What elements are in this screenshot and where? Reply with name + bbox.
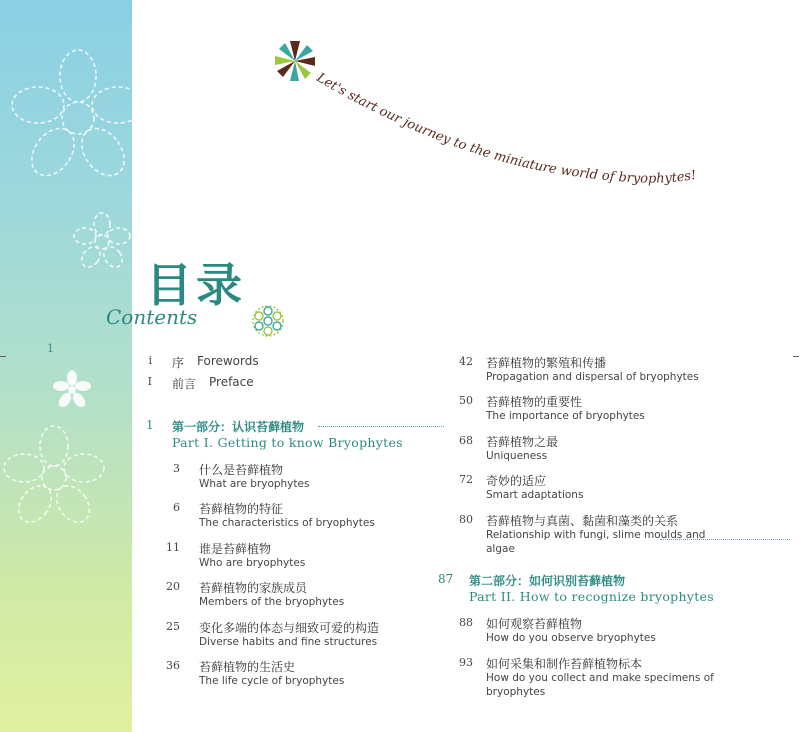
entry-page-number: 3 (173, 462, 180, 475)
entry-page-number: 36 (166, 659, 180, 672)
entry-page-number: 93 (459, 656, 473, 669)
entry-page-number: 20 (166, 580, 180, 593)
entry-page-number: 25 (166, 620, 180, 633)
part-page-number: 87 (438, 572, 454, 586)
entry-title-en: Relationship with fungi, slime moulds and (486, 529, 706, 541)
page-title: 目录 (146, 258, 246, 312)
dotted-leader (318, 426, 444, 427)
entry-title-cn: 什么是苔藓植物 (199, 463, 284, 477)
entry-title-en: Propagation and dispersal of bryophytes (486, 371, 699, 383)
entry-page-number: I (147, 375, 152, 388)
part-title-cn: 第一部分：认识苔藓植物 (172, 420, 305, 434)
entry-title-en: What are bryophytes (199, 478, 310, 490)
entry-title-cn: 序 (172, 356, 185, 370)
entry-title-cn: 苔藓植物的重要性 (486, 395, 583, 409)
margin-tick (793, 356, 799, 357)
entry-page-number: 68 (459, 434, 473, 447)
tagline (0, 0, 800, 260)
flower-icon (250, 303, 286, 339)
page-number: 1 (47, 342, 54, 355)
entry-title-en: Forewords (197, 354, 259, 368)
entry-page-number: 88 (459, 616, 473, 629)
dotted-leader (660, 539, 790, 540)
entry-title-cn: 苔藓植物之最 (486, 435, 559, 449)
svg-text:Let's start our journey to the (313, 70, 697, 187)
entry-title-en-continued: bryophytes (486, 686, 546, 698)
entry-title-en: Smart adaptations (486, 489, 584, 501)
page-subtitle: Contents (106, 305, 198, 329)
entry-title-en: The importance of bryophytes (486, 410, 645, 422)
part-page-number: 1 (146, 418, 154, 432)
part-title-en: Part I. Getting to know Bryophytes (172, 435, 403, 450)
entry-title-en: The life cycle of bryophytes (199, 675, 345, 687)
entry-title-en: The characteristics of bryophytes (199, 517, 375, 529)
margin-tick (0, 356, 6, 357)
entry-title-en: Uniqueness (486, 450, 548, 462)
part-title-cn: 第二部分：如何识别苔藓植物 (469, 574, 626, 588)
tagline-text: Let's start our journey to the miniature world of bryophytes! (313, 70, 698, 187)
entry-title-en: How do you observe bryophytes (486, 632, 656, 644)
entry-page-number: 6 (173, 501, 180, 514)
entry-page-number: 11 (166, 541, 180, 554)
entry-title-cn: 苔藓植物的生活史 (199, 660, 296, 674)
entry-page-number: i (148, 354, 152, 367)
entry-title-cn: 变化多端的体态与细致可爱的构造 (199, 621, 380, 635)
entry-title-cn: 苔藓植物的繁殖和传播 (486, 356, 607, 370)
entry-title-cn: 苔藓植物的家族成员 (199, 581, 308, 595)
entry-title-cn: 如何观察苔藓植物 (486, 617, 583, 631)
entry-title-en: Who are bryophytes (199, 557, 306, 569)
entry-title-cn: 奇妙的适应 (486, 474, 547, 488)
entry-title-en: Members of the bryophytes (199, 596, 345, 608)
entry-title-en: Preface (209, 375, 254, 389)
entry-title-cn: 前言 (172, 377, 197, 391)
entry-title-cn: 谁是苔藓植物 (199, 542, 272, 556)
entry-page-number: 80 (459, 513, 473, 526)
entry-title-cn: 苔藓植物与真菌、黏菌和藻类的关系 (486, 514, 679, 528)
entry-title-en-continued: algae (486, 543, 515, 555)
entry-title-cn: 苔藓植物的特征 (199, 502, 284, 516)
entry-page-number: 42 (459, 355, 473, 368)
entry-title-en: Diverse habits and fine structures (199, 636, 378, 648)
entry-page-number: 50 (459, 394, 473, 407)
entry-title-en: How do you collect and make specimens of (486, 672, 714, 684)
entry-page-number: 72 (459, 473, 473, 486)
part-title-en: Part II. How to recognize bryophytes (469, 589, 714, 604)
entry-title-cn: 如何采集和制作苔藓植物标本 (486, 657, 643, 671)
